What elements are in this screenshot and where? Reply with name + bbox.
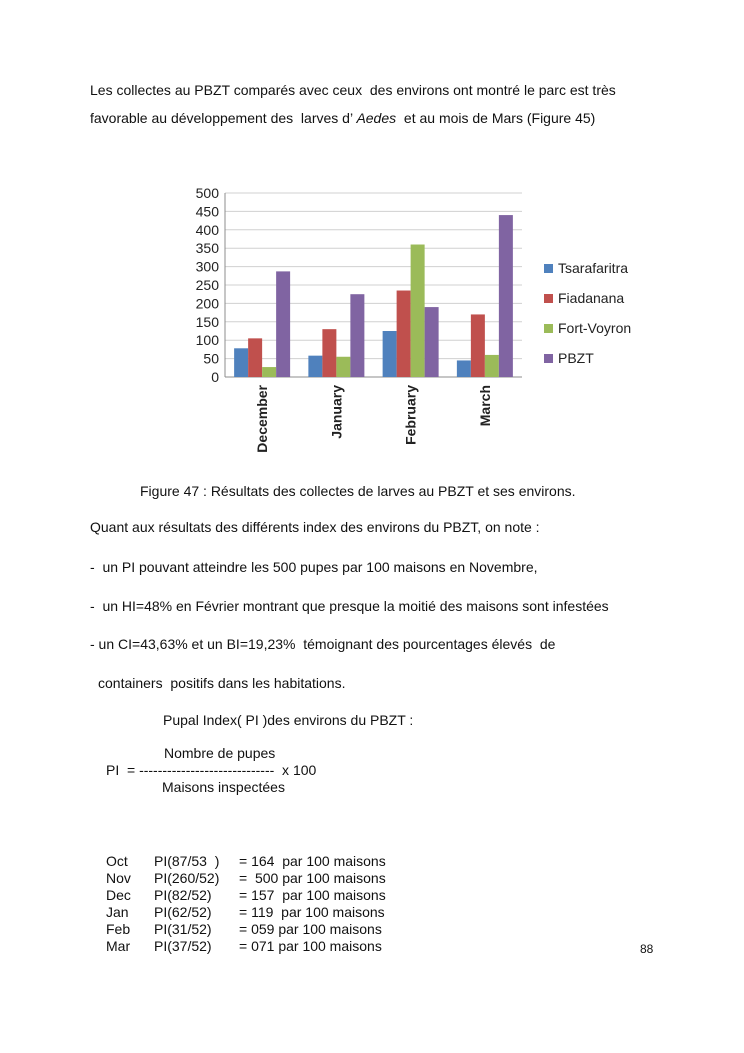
bar-fort-voyron-january	[336, 357, 350, 377]
pi-result: = 071 par 100 maisons	[239, 938, 382, 954]
pi-result: = 059 par 100 maisons	[239, 921, 382, 937]
intro-italic-aedes: Aedes	[356, 110, 397, 126]
y-tick-label: 50	[203, 350, 219, 367]
bar-pbzt-january	[350, 294, 364, 377]
pupal-index-title: Pupal Index( PI )des environs du PBZT :	[163, 712, 414, 728]
pi-row-feb	[106, 921, 382, 938]
bar-fiadanana-december	[248, 338, 262, 377]
y-tick-label: 350	[195, 240, 219, 257]
pi-month: Oct	[106, 853, 128, 869]
pi-row-nov	[106, 870, 386, 887]
pi-result: = 157 par 100 maisons	[239, 887, 386, 903]
bar-fiadanana-march	[471, 314, 485, 377]
formula-numerator: Nombre de pupes	[164, 745, 276, 761]
bar-fort-voyron-february	[411, 245, 425, 377]
y-tick-label: 100	[195, 332, 219, 349]
pi-row-mar	[106, 938, 382, 955]
pi-month: Dec	[106, 887, 131, 903]
pi-ratio: PI(87/53 )	[154, 853, 220, 869]
y-tick-label: 300	[195, 258, 219, 275]
intro-line-1: Les collectes au PBZT comparés avec ceux des environs ont montré le parc est très	[90, 82, 616, 98]
page-number: 88	[640, 942, 654, 956]
x-tick-label: March	[476, 385, 493, 427]
pi-ratio: PI(37/52)	[154, 938, 212, 954]
bar-pbzt-december	[276, 271, 290, 377]
legend-swatch	[544, 264, 553, 273]
pi-month: Mar	[106, 938, 131, 954]
pi-row-oct	[106, 853, 386, 870]
pi-result: = 164 par 100 maisons	[239, 853, 386, 869]
x-tick-label: December	[254, 385, 271, 453]
bar-pbzt-march	[499, 215, 513, 377]
figure-caption: Figure 47 : Résultats des collectes de larves au PBZT et ses environs.	[140, 483, 576, 499]
y-tick-label: 400	[195, 221, 219, 238]
intro-line-2	[90, 104, 595, 132]
bullet-ci-bi-continued: containers positifs dans les habitations.	[98, 675, 346, 691]
bullet-pi: - un PI pouvant atteindre les 500 pupes par 100 maisons en Novembre,	[90, 559, 538, 575]
bullet-ci-bi: - un CI=43,63% et un BI=19,23% témoignant des pourcentages élevés de	[90, 636, 556, 652]
y-tick-label: 0	[211, 369, 219, 385]
legend-label: Fiadanana	[558, 290, 625, 306]
intro-line-2-start: favorable au développement des larves d’	[90, 110, 357, 126]
bar-fiadanana-february	[397, 291, 411, 377]
x-tick-label: January	[328, 385, 345, 439]
results-intro: Quant aux résultats des différents index des environs du PBZT, on note :	[90, 519, 540, 535]
legend-swatch	[544, 324, 553, 333]
bar-fort-voyron-march	[485, 355, 499, 377]
pi-result: = 500 par 100 maisons	[239, 870, 386, 886]
pi-row-dec	[106, 887, 386, 904]
pi-month: Nov	[106, 870, 131, 886]
legend-label: PBZT	[558, 350, 594, 366]
pi-ratio: PI(62/52)	[154, 904, 212, 920]
y-tick-label: 200	[195, 295, 219, 312]
bar-chart-svg	[180, 180, 658, 462]
y-tick-label: 450	[195, 203, 219, 220]
y-tick-label: 500	[195, 185, 219, 201]
pi-row-jan	[106, 904, 385, 921]
pi-ratio: PI(31/52)	[154, 921, 212, 937]
y-tick-label: 150	[195, 313, 219, 330]
bar-tsarafaritra-february	[383, 331, 397, 377]
bar-tsarafaritra-december	[234, 348, 248, 377]
formula-equation: PI = ----------------------------- x 100	[106, 762, 317, 778]
bullet-hi: - un HI=48% en Février montrant que presque la moitié des maisons sont infestées	[90, 598, 609, 614]
bar-tsarafaritra-january	[308, 356, 322, 377]
bar-pbzt-february	[425, 307, 439, 377]
pi-ratio: PI(82/52)	[154, 887, 212, 903]
legend-label: Fort-Voyron	[558, 320, 632, 336]
bar-fort-voyron-december	[262, 367, 276, 377]
pi-result: = 119 par 100 maisons	[239, 904, 385, 920]
legend-swatch	[544, 354, 553, 363]
legend-label: Tsarafaritra	[558, 260, 629, 276]
intro-line-2-end: et au mois de Mars (Figure 45)	[396, 110, 596, 126]
bar-fiadanana-january	[322, 329, 336, 377]
formula-denominator: Maisons inspectées	[162, 779, 285, 795]
bar-tsarafaritra-march	[457, 360, 471, 377]
pi-month: Feb	[106, 921, 131, 937]
y-tick-label: 250	[195, 277, 219, 293]
pi-month: Jan	[106, 904, 129, 920]
bar-chart	[180, 180, 658, 462]
pi-ratio: PI(260/52)	[154, 870, 220, 886]
x-tick-label: February	[402, 385, 419, 445]
legend-swatch	[544, 294, 553, 303]
